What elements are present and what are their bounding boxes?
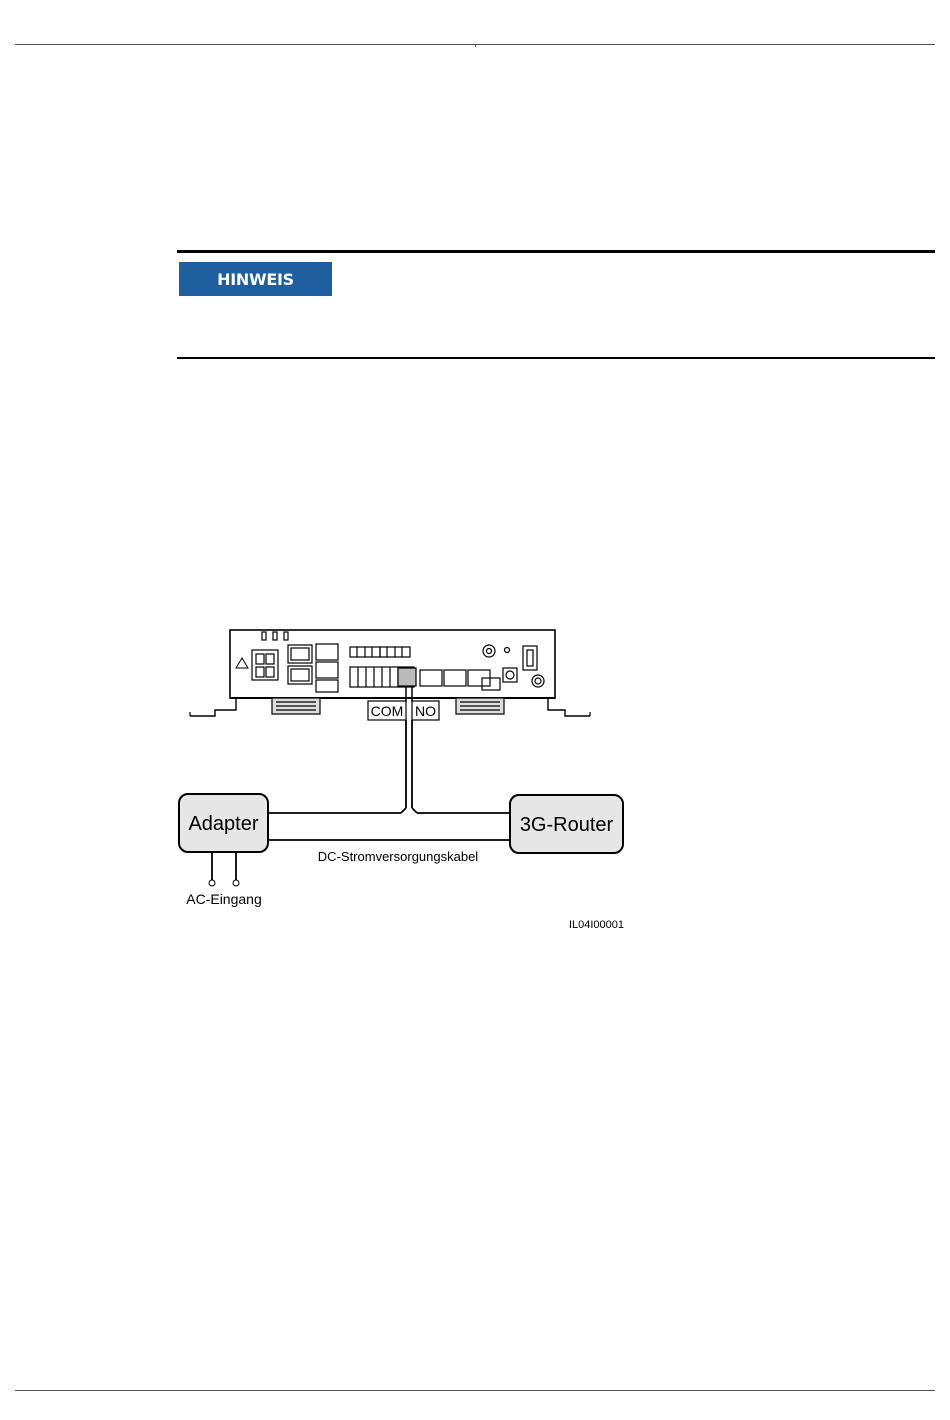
wiring-diagram <box>150 600 670 940</box>
figure-id: IL04I00001 <box>568 919 624 931</box>
notice-badge <box>179 262 332 296</box>
ac-terminal-right <box>233 880 239 886</box>
ac-input-label: AC-Eingang <box>186 891 262 907</box>
footer-rule <box>15 1390 935 1391</box>
dc-cable-label: DC-Stromversorgungskabel <box>317 849 479 864</box>
adapter-label: Adapter <box>188 813 259 835</box>
notice-label: HINWEIS <box>217 269 294 289</box>
header-tick <box>475 44 476 47</box>
router-label: 3G-Router <box>519 814 614 836</box>
notice-top-rule <box>177 250 935 253</box>
ac-terminal-left <box>209 880 215 886</box>
no-port-label: NO <box>415 703 436 719</box>
notice-bottom-rule <box>177 357 935 359</box>
com-port-label: COM <box>370 703 404 719</box>
